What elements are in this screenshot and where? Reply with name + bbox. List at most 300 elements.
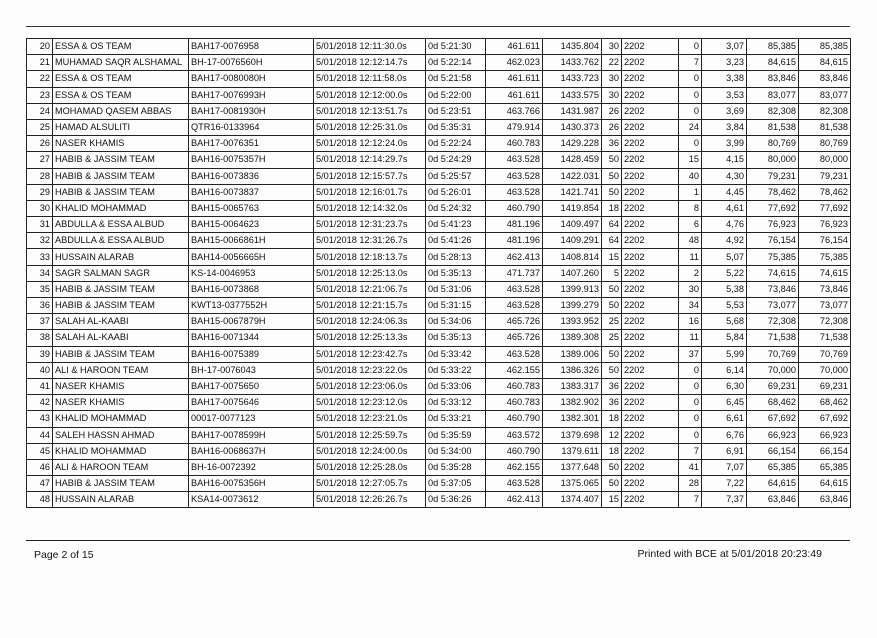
position-cell: 47 [27, 476, 53, 492]
speed-cell: 1433.575 [543, 87, 602, 103]
flight-duration-cell: 0d 5:21:58 [426, 71, 486, 87]
sent-count-cell: 12 [602, 427, 622, 443]
ring-number-cell: BAH17-0076993H [189, 87, 314, 103]
team-name-cell: MUHAMAD SAQR ALSHAMAL [53, 55, 189, 71]
position-cell: 40 [27, 362, 53, 378]
table-row [27, 314, 851, 330]
table-row [27, 411, 851, 427]
position-cell: 46 [27, 459, 53, 475]
ring-number-cell: KS-14-0046953 [189, 265, 314, 281]
speed-cell: 1382.301 [543, 411, 602, 427]
table-row [27, 87, 851, 103]
percentage-cell: 3,53 [702, 87, 747, 103]
flight-duration-cell: 0d 5:41:23 [426, 217, 486, 233]
percentage-cell: 7,07 [702, 459, 747, 475]
flight-duration-cell: 0d 5:31:15 [426, 298, 486, 314]
speed-cell: 1379.698 [543, 427, 602, 443]
class-code-cell: 2202 [622, 39, 679, 55]
loft-position-cell: 0 [679, 362, 702, 378]
arrival-time-cell: 5/01/2018 12:23:12.0s [314, 395, 426, 411]
sent-count-cell: 15 [602, 249, 622, 265]
table-row [27, 249, 851, 265]
speed-cell: 1379.611 [543, 443, 602, 459]
sent-count-cell: 36 [602, 136, 622, 152]
speed-cell: 1389.006 [543, 346, 602, 362]
ring-number-cell: BAH17-0081930H [189, 103, 314, 119]
arrival-time-cell: 5/01/2018 12:25:28.0s [314, 459, 426, 475]
class-code-cell: 2202 [622, 103, 679, 119]
position-cell: 31 [27, 217, 53, 233]
table-row [27, 200, 851, 216]
ring-number-cell: BAH16-0073836 [189, 168, 314, 184]
loft-position-cell: 7 [679, 443, 702, 459]
speed-cell: 1433.723 [543, 71, 602, 87]
class-code-cell: 2202 [622, 71, 679, 87]
loft-position-cell: 0 [679, 39, 702, 55]
speed-cell: 1383.317 [543, 378, 602, 394]
loft-position-cell: 41 [679, 459, 702, 475]
position-cell: 44 [27, 427, 53, 443]
ring-number-cell: BAH15-0067879H [189, 314, 314, 330]
arrival-time-cell: 5/01/2018 12:23:21.0s [314, 411, 426, 427]
flight-duration-cell: 0d 5:33:06 [426, 378, 486, 394]
distance-cell: 463.528 [486, 281, 543, 297]
position-cell: 24 [27, 103, 53, 119]
points-total-cell: 70,769 [799, 346, 851, 362]
points-total-cell: 67,692 [799, 411, 851, 427]
percentage-cell: 3,69 [702, 103, 747, 119]
loft-position-cell: 11 [679, 249, 702, 265]
ring-number-cell: BAH16-0075357H [189, 152, 314, 168]
arrival-time-cell: 5/01/2018 12:27:05.7s [314, 476, 426, 492]
table-row [27, 103, 851, 119]
arrival-time-cell: 5/01/2018 12:11:30.0s [314, 39, 426, 55]
team-name-cell: KHALID MOHAMMAD [53, 443, 189, 459]
speed-cell: 1375.065 [543, 476, 602, 492]
position-cell: 27 [27, 152, 53, 168]
ring-number-cell: BH-17-0076043 [189, 362, 314, 378]
sent-count-cell: 50 [602, 362, 622, 378]
points-cell: 77,692 [747, 200, 799, 216]
percentage-cell: 4,45 [702, 184, 747, 200]
team-name-cell: KHALID MOHAMMAD [53, 200, 189, 216]
sent-count-cell: 22 [602, 55, 622, 71]
loft-position-cell: 0 [679, 71, 702, 87]
sent-count-cell: 36 [602, 395, 622, 411]
arrival-time-cell: 5/01/2018 12:11:58.0s [314, 71, 426, 87]
loft-position-cell: 0 [679, 103, 702, 119]
distance-cell: 460.783 [486, 378, 543, 394]
ring-number-cell: BAH17-0075646 [189, 395, 314, 411]
flight-duration-cell: 0d 5:33:42 [426, 346, 486, 362]
distance-cell: 465.726 [486, 314, 543, 330]
loft-position-cell: 24 [679, 119, 702, 135]
ring-number-cell: KSA14-0073612 [189, 492, 314, 508]
speed-cell: 1428.459 [543, 152, 602, 168]
percentage-cell: 3,38 [702, 71, 747, 87]
points-cell: 66,154 [747, 443, 799, 459]
class-code-cell: 2202 [622, 298, 679, 314]
sent-count-cell: 18 [602, 411, 622, 427]
points-total-cell: 69,231 [799, 378, 851, 394]
class-code-cell: 2202 [622, 459, 679, 475]
loft-position-cell: 2 [679, 265, 702, 281]
loft-position-cell: 0 [679, 411, 702, 427]
points-total-cell: 65,385 [799, 459, 851, 475]
loft-position-cell: 15 [679, 152, 702, 168]
footer-rule [26, 540, 850, 541]
team-name-cell: ESSA & OS TEAM [53, 87, 189, 103]
points-cell: 65,385 [747, 459, 799, 475]
top-rule [26, 26, 850, 27]
points-cell: 68,462 [747, 395, 799, 411]
speed-cell: 1419.854 [543, 200, 602, 216]
distance-cell: 460.783 [486, 136, 543, 152]
table-row [27, 459, 851, 475]
team-name-cell: HABIB & JASSIM TEAM [53, 298, 189, 314]
percentage-cell: 6,45 [702, 395, 747, 411]
position-cell: 28 [27, 168, 53, 184]
distance-cell: 460.790 [486, 411, 543, 427]
distance-cell: 461.611 [486, 71, 543, 87]
flight-duration-cell: 0d 5:34:06 [426, 314, 486, 330]
team-name-cell: SAGR SALMAN SAGR [53, 265, 189, 281]
team-name-cell: SALAH AL-KAABI [53, 314, 189, 330]
ring-number-cell: KWT13-0377552H [189, 298, 314, 314]
sent-count-cell: 50 [602, 184, 622, 200]
flight-duration-cell: 0d 5:34:00 [426, 443, 486, 459]
sent-count-cell: 18 [602, 443, 622, 459]
sent-count-cell: 26 [602, 119, 622, 135]
distance-cell: 461.611 [486, 39, 543, 55]
loft-position-cell: 6 [679, 217, 702, 233]
percentage-cell: 5,22 [702, 265, 747, 281]
team-name-cell: HABIB & JASSIM TEAM [53, 168, 189, 184]
loft-position-cell: 8 [679, 200, 702, 216]
points-total-cell: 85,385 [799, 39, 851, 55]
flight-duration-cell: 0d 5:26:01 [426, 184, 486, 200]
table-row [27, 362, 851, 378]
arrival-time-cell: 5/01/2018 12:12:00.0s [314, 87, 426, 103]
table-row [27, 346, 851, 362]
class-code-cell: 2202 [622, 330, 679, 346]
speed-cell: 1422.031 [543, 168, 602, 184]
flight-duration-cell: 0d 5:24:29 [426, 152, 486, 168]
percentage-cell: 5,38 [702, 281, 747, 297]
flight-duration-cell: 0d 5:22:00 [426, 87, 486, 103]
table-row [27, 427, 851, 443]
class-code-cell: 2202 [622, 411, 679, 427]
position-cell: 21 [27, 55, 53, 71]
points-cell: 80,000 [747, 152, 799, 168]
sent-count-cell: 64 [602, 217, 622, 233]
speed-cell: 1389.308 [543, 330, 602, 346]
points-cell: 69,231 [747, 378, 799, 394]
points-total-cell: 77,692 [799, 200, 851, 216]
flight-duration-cell: 0d 5:33:22 [426, 362, 486, 378]
team-name-cell: HABIB & JASSIM TEAM [53, 184, 189, 200]
distance-cell: 463.528 [486, 476, 543, 492]
percentage-cell: 4,30 [702, 168, 747, 184]
position-cell: 23 [27, 87, 53, 103]
position-cell: 30 [27, 200, 53, 216]
distance-cell: 463.766 [486, 103, 543, 119]
points-cell: 82,308 [747, 103, 799, 119]
sent-count-cell: 30 [602, 87, 622, 103]
position-cell: 48 [27, 492, 53, 508]
team-name-cell: SALEH HASSN AHMAD [53, 427, 189, 443]
distance-cell: 460.790 [486, 200, 543, 216]
points-cell: 83,077 [747, 87, 799, 103]
points-total-cell: 80,769 [799, 136, 851, 152]
flight-duration-cell: 0d 5:33:21 [426, 411, 486, 427]
position-cell: 20 [27, 39, 53, 55]
points-total-cell: 79,231 [799, 168, 851, 184]
points-total-cell: 71,538 [799, 330, 851, 346]
distance-cell: 463.528 [486, 184, 543, 200]
points-total-cell: 82,308 [799, 103, 851, 119]
percentage-cell: 5,07 [702, 249, 747, 265]
flight-duration-cell: 0d 5:23:51 [426, 103, 486, 119]
class-code-cell: 2202 [622, 346, 679, 362]
flight-duration-cell: 0d 5:35:28 [426, 459, 486, 475]
points-cell: 75,385 [747, 249, 799, 265]
points-total-cell: 83,846 [799, 71, 851, 87]
points-cell: 74,615 [747, 265, 799, 281]
flight-duration-cell: 0d 5:35:13 [426, 330, 486, 346]
sent-count-cell: 25 [602, 314, 622, 330]
points-total-cell: 81,538 [799, 119, 851, 135]
arrival-time-cell: 5/01/2018 12:25:59.7s [314, 427, 426, 443]
arrival-time-cell: 5/01/2018 12:15:57.7s [314, 168, 426, 184]
loft-position-cell: 7 [679, 55, 702, 71]
points-total-cell: 63,846 [799, 492, 851, 508]
speed-cell: 1393.952 [543, 314, 602, 330]
flight-duration-cell: 0d 5:35:13 [426, 265, 486, 281]
points-total-cell: 73,846 [799, 281, 851, 297]
sent-count-cell: 50 [602, 476, 622, 492]
table-row [27, 136, 851, 152]
position-cell: 33 [27, 249, 53, 265]
arrival-time-cell: 5/01/2018 12:31:23.7s [314, 217, 426, 233]
ring-number-cell: 00017-0077123 [189, 411, 314, 427]
points-cell: 70,000 [747, 362, 799, 378]
position-cell: 37 [27, 314, 53, 330]
arrival-time-cell: 5/01/2018 12:26:26.7s [314, 492, 426, 508]
class-code-cell: 2202 [622, 200, 679, 216]
points-total-cell: 72,308 [799, 314, 851, 330]
ring-number-cell: BAH16-0075389 [189, 346, 314, 362]
arrival-time-cell: 5/01/2018 12:18:13.7s [314, 249, 426, 265]
class-code-cell: 2202 [622, 152, 679, 168]
distance-cell: 460.783 [486, 395, 543, 411]
team-name-cell: HUSSAIN ALARAB [53, 249, 189, 265]
position-cell: 39 [27, 346, 53, 362]
points-total-cell: 66,154 [799, 443, 851, 459]
position-cell: 22 [27, 71, 53, 87]
position-cell: 34 [27, 265, 53, 281]
percentage-cell: 3,99 [702, 136, 747, 152]
flight-duration-cell: 0d 5:36:26 [426, 492, 486, 508]
points-total-cell: 84,615 [799, 55, 851, 71]
table-row [27, 71, 851, 87]
loft-position-cell: 0 [679, 378, 702, 394]
distance-cell: 465.726 [486, 330, 543, 346]
arrival-time-cell: 5/01/2018 12:16:01.7s [314, 184, 426, 200]
points-cell: 80,769 [747, 136, 799, 152]
speed-cell: 1382.902 [543, 395, 602, 411]
class-code-cell: 2202 [622, 136, 679, 152]
class-code-cell: 2202 [622, 443, 679, 459]
percentage-cell: 5,53 [702, 298, 747, 314]
speed-cell: 1399.913 [543, 281, 602, 297]
race-results-table [26, 38, 851, 508]
points-cell: 72,308 [747, 314, 799, 330]
percentage-cell: 6,61 [702, 411, 747, 427]
points-cell: 85,385 [747, 39, 799, 55]
flight-duration-cell: 0d 5:28:13 [426, 249, 486, 265]
class-code-cell: 2202 [622, 314, 679, 330]
points-cell: 79,231 [747, 168, 799, 184]
distance-cell: 463.528 [486, 298, 543, 314]
loft-position-cell: 34 [679, 298, 702, 314]
points-cell: 70,769 [747, 346, 799, 362]
table-row [27, 443, 851, 459]
position-cell: 29 [27, 184, 53, 200]
team-name-cell: SALAH AL-KAABI [53, 330, 189, 346]
class-code-cell: 2202 [622, 119, 679, 135]
sent-count-cell: 25 [602, 330, 622, 346]
loft-position-cell: 30 [679, 281, 702, 297]
arrival-time-cell: 5/01/2018 12:23:22.0s [314, 362, 426, 378]
table-row [27, 119, 851, 135]
team-name-cell: ESSA & OS TEAM [53, 71, 189, 87]
flight-duration-cell: 0d 5:41:26 [426, 233, 486, 249]
flight-duration-cell: 0d 5:37:05 [426, 476, 486, 492]
points-total-cell: 64,615 [799, 476, 851, 492]
arrival-time-cell: 5/01/2018 12:25:13.3s [314, 330, 426, 346]
flight-duration-cell: 0d 5:22:14 [426, 55, 486, 71]
sent-count-cell: 5 [602, 265, 622, 281]
ring-number-cell: BAH16-0073837 [189, 184, 314, 200]
sent-count-cell: 50 [602, 346, 622, 362]
percentage-cell: 4,61 [702, 200, 747, 216]
flight-duration-cell: 0d 5:35:31 [426, 119, 486, 135]
class-code-cell: 2202 [622, 281, 679, 297]
percentage-cell: 6,30 [702, 378, 747, 394]
distance-cell: 481.196 [486, 217, 543, 233]
loft-position-cell: 0 [679, 136, 702, 152]
team-name-cell: HABIB & JASSIM TEAM [53, 346, 189, 362]
position-cell: 36 [27, 298, 53, 314]
percentage-cell: 3,23 [702, 55, 747, 71]
points-cell: 83,846 [747, 71, 799, 87]
percentage-cell: 7,22 [702, 476, 747, 492]
points-total-cell: 76,923 [799, 217, 851, 233]
team-name-cell: NASER KHAMIS [53, 395, 189, 411]
class-code-cell: 2202 [622, 87, 679, 103]
table-row [27, 492, 851, 508]
distance-cell: 463.528 [486, 346, 543, 362]
loft-position-cell: 11 [679, 330, 702, 346]
percentage-cell: 6,14 [702, 362, 747, 378]
speed-cell: 1435.804 [543, 39, 602, 55]
class-code-cell: 2202 [622, 265, 679, 281]
class-code-cell: 2202 [622, 395, 679, 411]
arrival-time-cell: 5/01/2018 12:24:00.0s [314, 443, 426, 459]
team-name-cell: ALI & HAROON TEAM [53, 459, 189, 475]
table-row [27, 39, 851, 55]
points-total-cell: 68,462 [799, 395, 851, 411]
distance-cell: 479.914 [486, 119, 543, 135]
class-code-cell: 2202 [622, 233, 679, 249]
arrival-time-cell: 5/01/2018 12:21:06.7s [314, 281, 426, 297]
team-name-cell: ESSA & OS TEAM [53, 39, 189, 55]
points-cell: 73,846 [747, 281, 799, 297]
speed-cell: 1430.373 [543, 119, 602, 135]
ring-number-cell: BAH15-0064623 [189, 217, 314, 233]
ring-number-cell: BAH16-0073868 [189, 281, 314, 297]
loft-position-cell: 16 [679, 314, 702, 330]
flight-duration-cell: 0d 5:31:06 [426, 281, 486, 297]
points-cell: 64,615 [747, 476, 799, 492]
points-total-cell: 75,385 [799, 249, 851, 265]
ring-number-cell: BH-17-0076560H [189, 55, 314, 71]
points-total-cell: 83,077 [799, 87, 851, 103]
loft-position-cell: 0 [679, 87, 702, 103]
loft-position-cell: 1 [679, 184, 702, 200]
percentage-cell: 3,84 [702, 119, 747, 135]
sent-count-cell: 26 [602, 103, 622, 119]
speed-cell: 1433.762 [543, 55, 602, 71]
sent-count-cell: 50 [602, 459, 622, 475]
team-name-cell: KHALID MOHAMMAD [53, 411, 189, 427]
team-name-cell: ABDULLA & ESSA ALBUD [53, 233, 189, 249]
class-code-cell: 2202 [622, 378, 679, 394]
arrival-time-cell: 5/01/2018 12:25:13.0s [314, 265, 426, 281]
sent-count-cell: 18 [602, 200, 622, 216]
points-total-cell: 66,923 [799, 427, 851, 443]
table-row [27, 233, 851, 249]
speed-cell: 1409.291 [543, 233, 602, 249]
points-cell: 63,846 [747, 492, 799, 508]
class-code-cell: 2202 [622, 55, 679, 71]
loft-position-cell: 7 [679, 492, 702, 508]
loft-position-cell: 28 [679, 476, 702, 492]
distance-cell: 462.413 [486, 249, 543, 265]
table-row [27, 55, 851, 71]
team-name-cell: HABIB & JASSIM TEAM [53, 281, 189, 297]
sent-count-cell: 50 [602, 281, 622, 297]
percentage-cell: 6,91 [702, 443, 747, 459]
class-code-cell: 2202 [622, 168, 679, 184]
table-row [27, 152, 851, 168]
class-code-cell: 2202 [622, 217, 679, 233]
table-row [27, 281, 851, 297]
percentage-cell: 4,76 [702, 217, 747, 233]
percentage-cell: 7,37 [702, 492, 747, 508]
team-name-cell: MOHAMAD QASEM ABBAS [53, 103, 189, 119]
points-total-cell: 78,462 [799, 184, 851, 200]
team-name-cell: NASER KHAMIS [53, 136, 189, 152]
percentage-cell: 3,07 [702, 39, 747, 55]
table-row [27, 395, 851, 411]
points-cell: 71,538 [747, 330, 799, 346]
points-total-cell: 73,077 [799, 298, 851, 314]
points-cell: 66,923 [747, 427, 799, 443]
loft-position-cell: 48 [679, 233, 702, 249]
arrival-time-cell: 5/01/2018 12:12:14.7s [314, 55, 426, 71]
